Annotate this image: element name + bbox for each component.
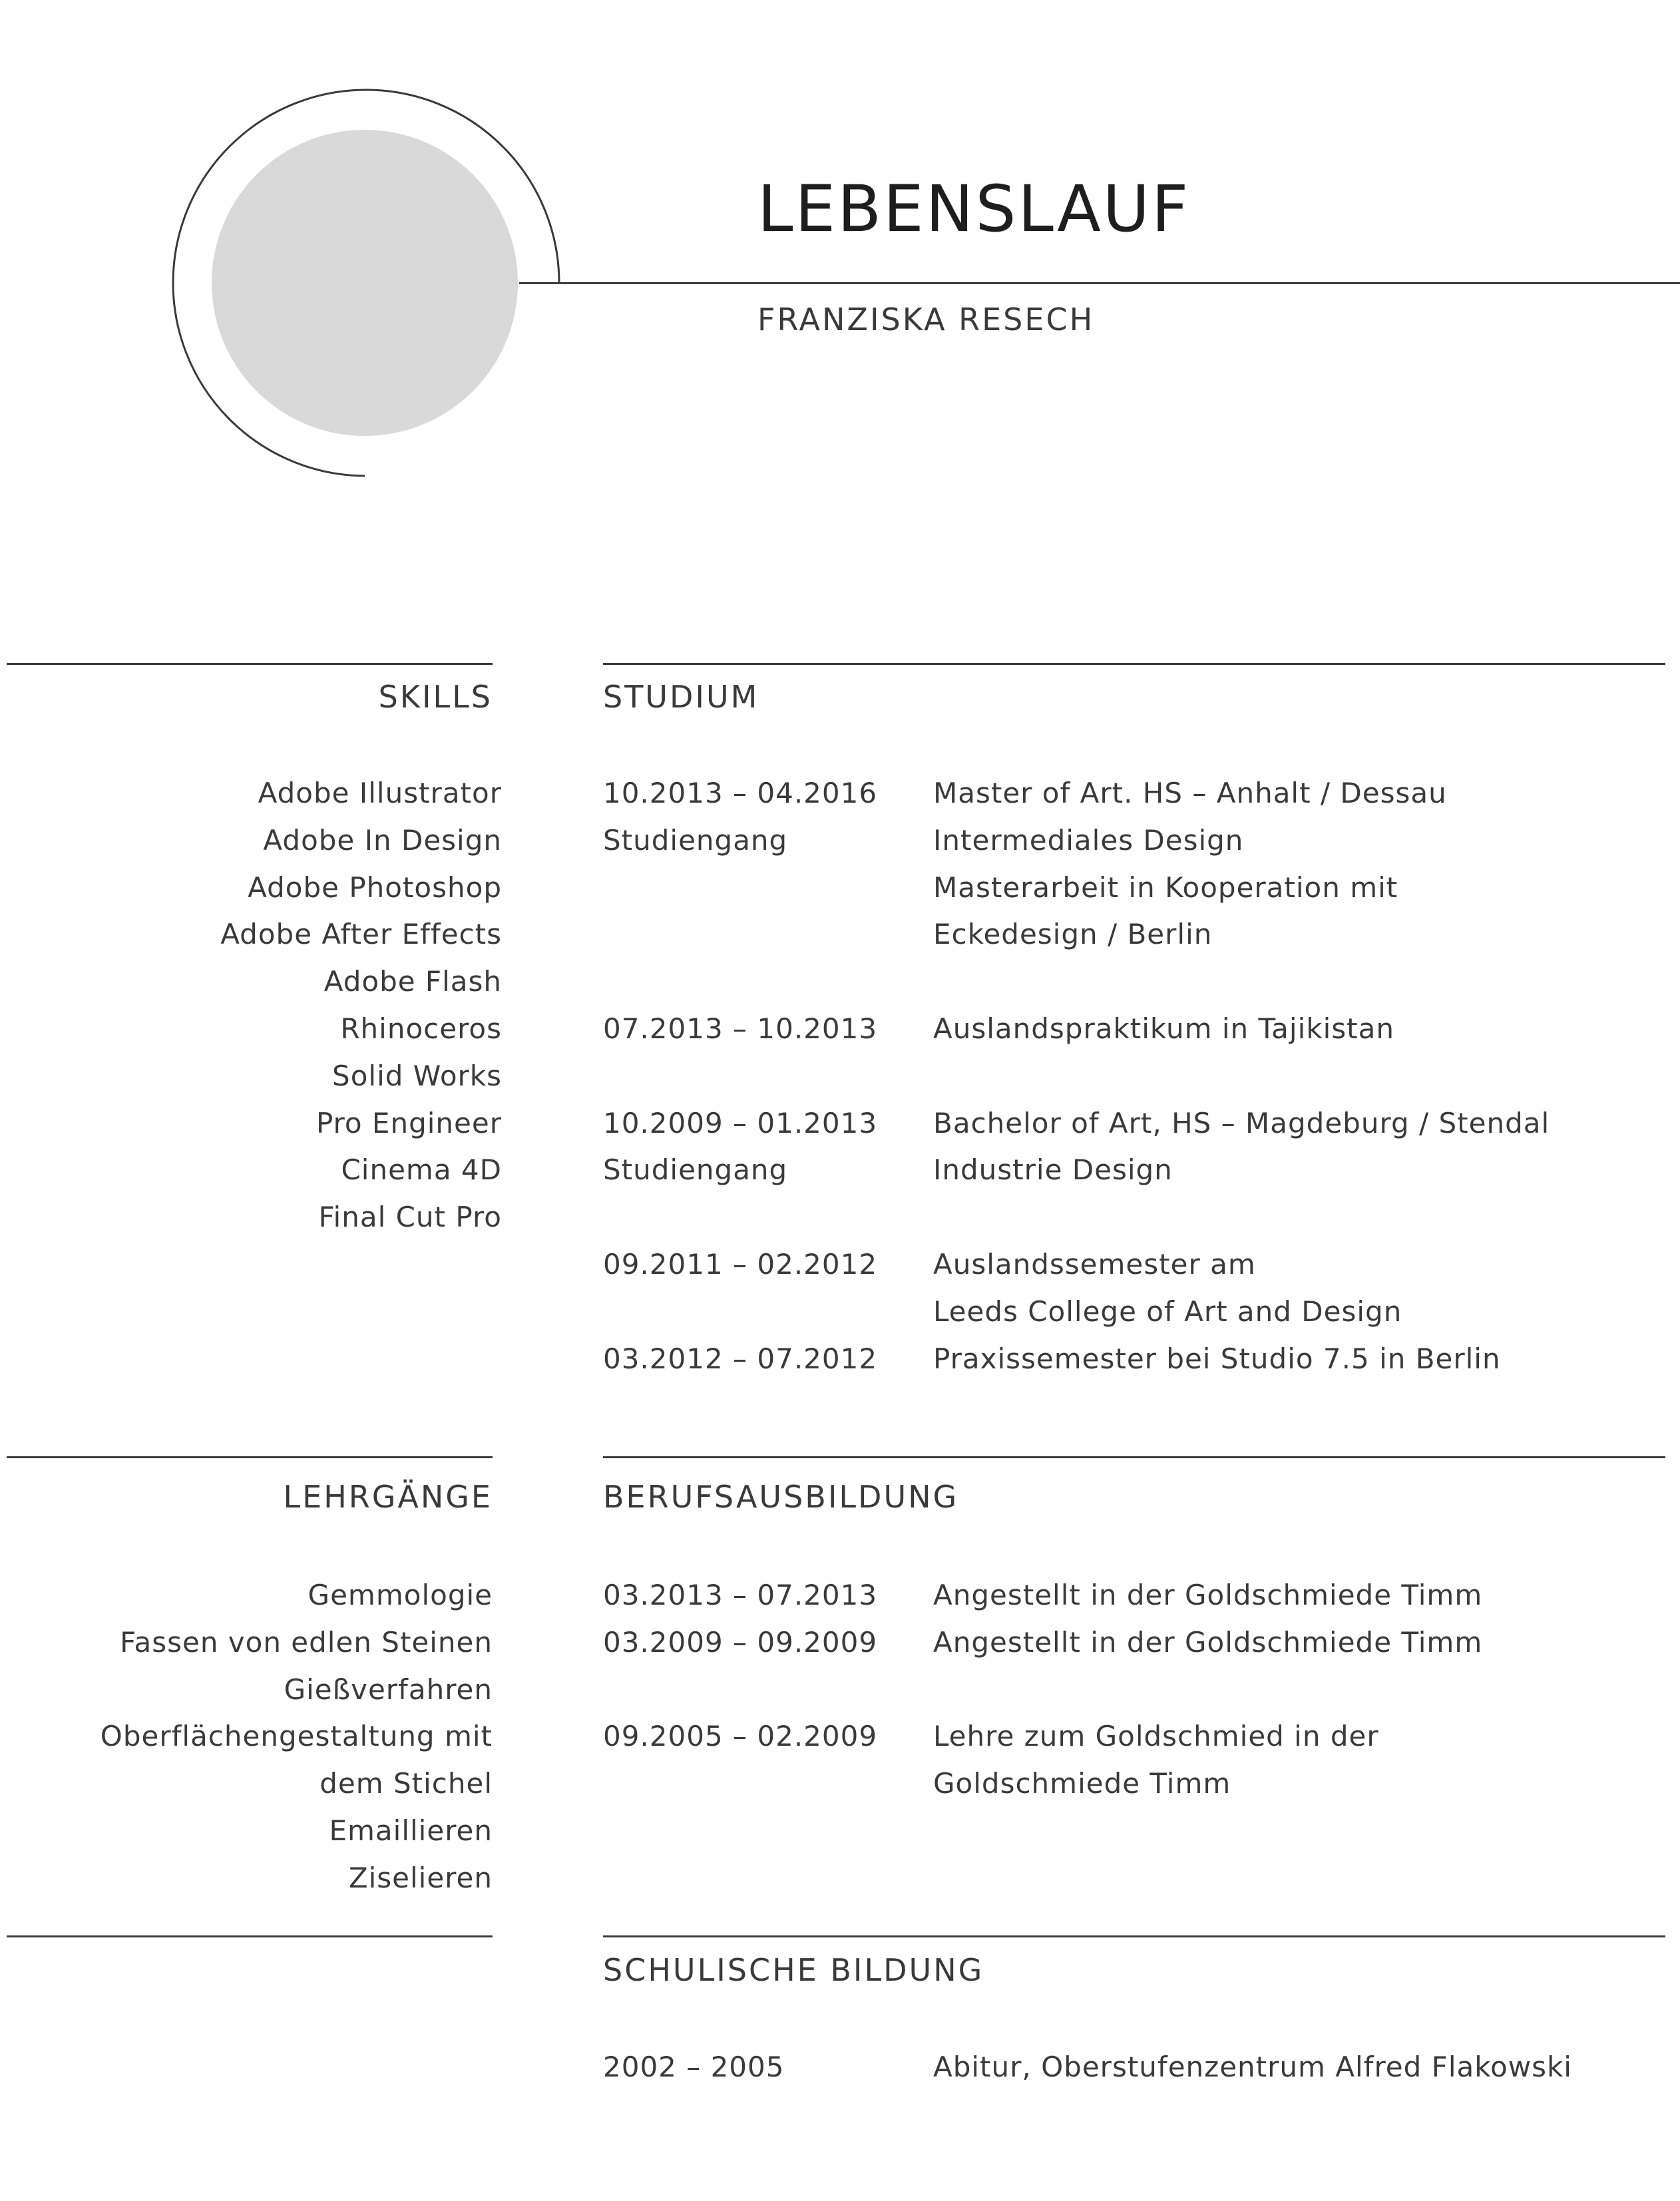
entry-row	[603, 817, 1665, 865]
list-item: Adobe In Design	[263, 823, 502, 857]
entry-row	[603, 770, 1665, 817]
left-bottom-rule	[7, 1935, 493, 1937]
entry-description: Auslandspraktikum in Tajikistan	[933, 1012, 1394, 1045]
entry-row	[603, 1289, 1665, 1336]
list-item: Pro Engineer	[315, 1106, 502, 1139]
entry-description: Auslandssemester am	[933, 1247, 1256, 1281]
list-item: Ziselieren	[348, 1861, 493, 1894]
entry-row	[603, 1619, 1665, 1667]
entry-date: Studiengang	[603, 823, 788, 857]
entry-row	[603, 1241, 1665, 1289]
skills-heading: SKILLS	[378, 679, 493, 715]
list-item: Adobe Illustrator	[258, 777, 502, 809]
list-item: dem Stichel	[319, 1767, 493, 1800]
list-item: Gießverfahren	[284, 1673, 493, 1706]
entry-row	[603, 1006, 1665, 1053]
entry-date: 03.2009 – 09.2009	[603, 1625, 878, 1659]
skills-rule	[7, 663, 493, 665]
entry-date: 10.2013 – 04.2016	[603, 777, 878, 809]
list-item: Fassen von edlen Steinen	[120, 1625, 493, 1659]
entry-row	[603, 865, 1665, 912]
list-item: Gemmologie	[308, 1579, 493, 1611]
entry-description: Master of Art. HS – Anhalt / Dessau	[933, 777, 1447, 809]
berufsausbildung-entries	[603, 1572, 1665, 1808]
entry-row	[603, 1194, 1665, 1241]
entry-description: Angestellt in der Goldschmiede Timm	[933, 1625, 1483, 1659]
list-item: Emaillieren	[329, 1814, 493, 1847]
profile-photo-placeholder	[212, 130, 518, 436]
entry-row	[603, 1147, 1665, 1194]
person-name: FRANZISKA RESECH	[757, 301, 1095, 337]
entry-date: 10.2009 – 01.2013	[603, 1106, 878, 1139]
berufsausbildung-rule	[603, 1456, 1665, 1458]
list-item: Adobe After Effects	[220, 918, 502, 951]
entry-description: Masterarbeit in Kooperation mit	[933, 871, 1398, 904]
lehrgaenge-rule	[7, 1456, 493, 1458]
list-item: Adobe Photoshop	[248, 871, 502, 904]
entry-description: Abitur, Oberstufenzentrum Alfred Flakowski	[933, 2051, 1572, 2083]
entry-date: 07.2013 – 10.2013	[603, 1012, 878, 1045]
entry-row	[603, 1100, 1665, 1147]
entry-description: Goldschmiede Timm	[933, 1767, 1231, 1800]
entry-row	[603, 1760, 1665, 1808]
entry-row	[603, 958, 1665, 1006]
photo-decoration	[0, 0, 1680, 506]
entry-row	[603, 1713, 1665, 1760]
list-item: Cinema 4D	[341, 1153, 502, 1187]
studium-entries	[603, 770, 1665, 1382]
schulische-bildung-heading: SCHULISCHE BILDUNG	[603, 1952, 984, 1988]
list-item: Oberflächengestaltung mit	[100, 1720, 493, 1753]
schulische-bildung-entries	[603, 2044, 1665, 2091]
schulische-bildung-rule	[603, 1935, 1665, 1937]
page-title: LEBENSLAUF	[757, 172, 1191, 246]
lehrgaenge-heading: LEHRGÄNGE	[283, 1479, 493, 1515]
entry-row	[603, 1053, 1665, 1100]
studium-rule	[603, 663, 1665, 665]
entry-description: Bachelor of Art, HS – Magdeburg / Stendal	[933, 1106, 1550, 1139]
entry-description: Praxissemester bei Studio 7.5 in Berlin	[933, 1342, 1501, 1375]
entry-row	[603, 1667, 1665, 1714]
list-item: Solid Works	[332, 1059, 502, 1092]
list-item: Rhinoceros	[340, 1012, 502, 1045]
entry-date: Studiengang	[603, 1153, 788, 1187]
entry-row	[603, 1336, 1665, 1383]
lehrgaenge-list	[7, 1572, 493, 1902]
entry-date: 09.2005 – 02.2009	[603, 1720, 878, 1753]
entry-description: Lehre zum Goldschmied in der	[933, 1720, 1379, 1753]
berufsausbildung-heading: BERUFSAUSBILDUNG	[603, 1479, 959, 1515]
list-item: Final Cut Pro	[318, 1201, 502, 1234]
entry-date: 03.2013 – 07.2013	[603, 1579, 878, 1611]
studium-heading: STUDIUM	[603, 679, 759, 715]
entry-description: Industrie Design	[933, 1153, 1173, 1187]
entry-row	[603, 2044, 1665, 2091]
entry-description: Leeds College of Art and Design	[933, 1295, 1402, 1328]
entry-row	[603, 1572, 1665, 1619]
entry-description: Eckedesign / Berlin	[933, 918, 1213, 951]
list-item: Adobe Flash	[323, 965, 502, 998]
entry-date: 09.2011 – 02.2012	[603, 1247, 878, 1281]
entry-description: Intermediales Design	[933, 823, 1244, 857]
entry-row	[603, 911, 1665, 958]
entry-date: 2002 – 2005	[603, 2051, 785, 2083]
entry-description: Angestellt in der Goldschmiede Timm	[933, 1579, 1483, 1611]
entry-date: 03.2012 – 07.2012	[603, 1342, 878, 1375]
skills-list	[7, 770, 502, 1241]
header-rule	[519, 282, 1680, 284]
